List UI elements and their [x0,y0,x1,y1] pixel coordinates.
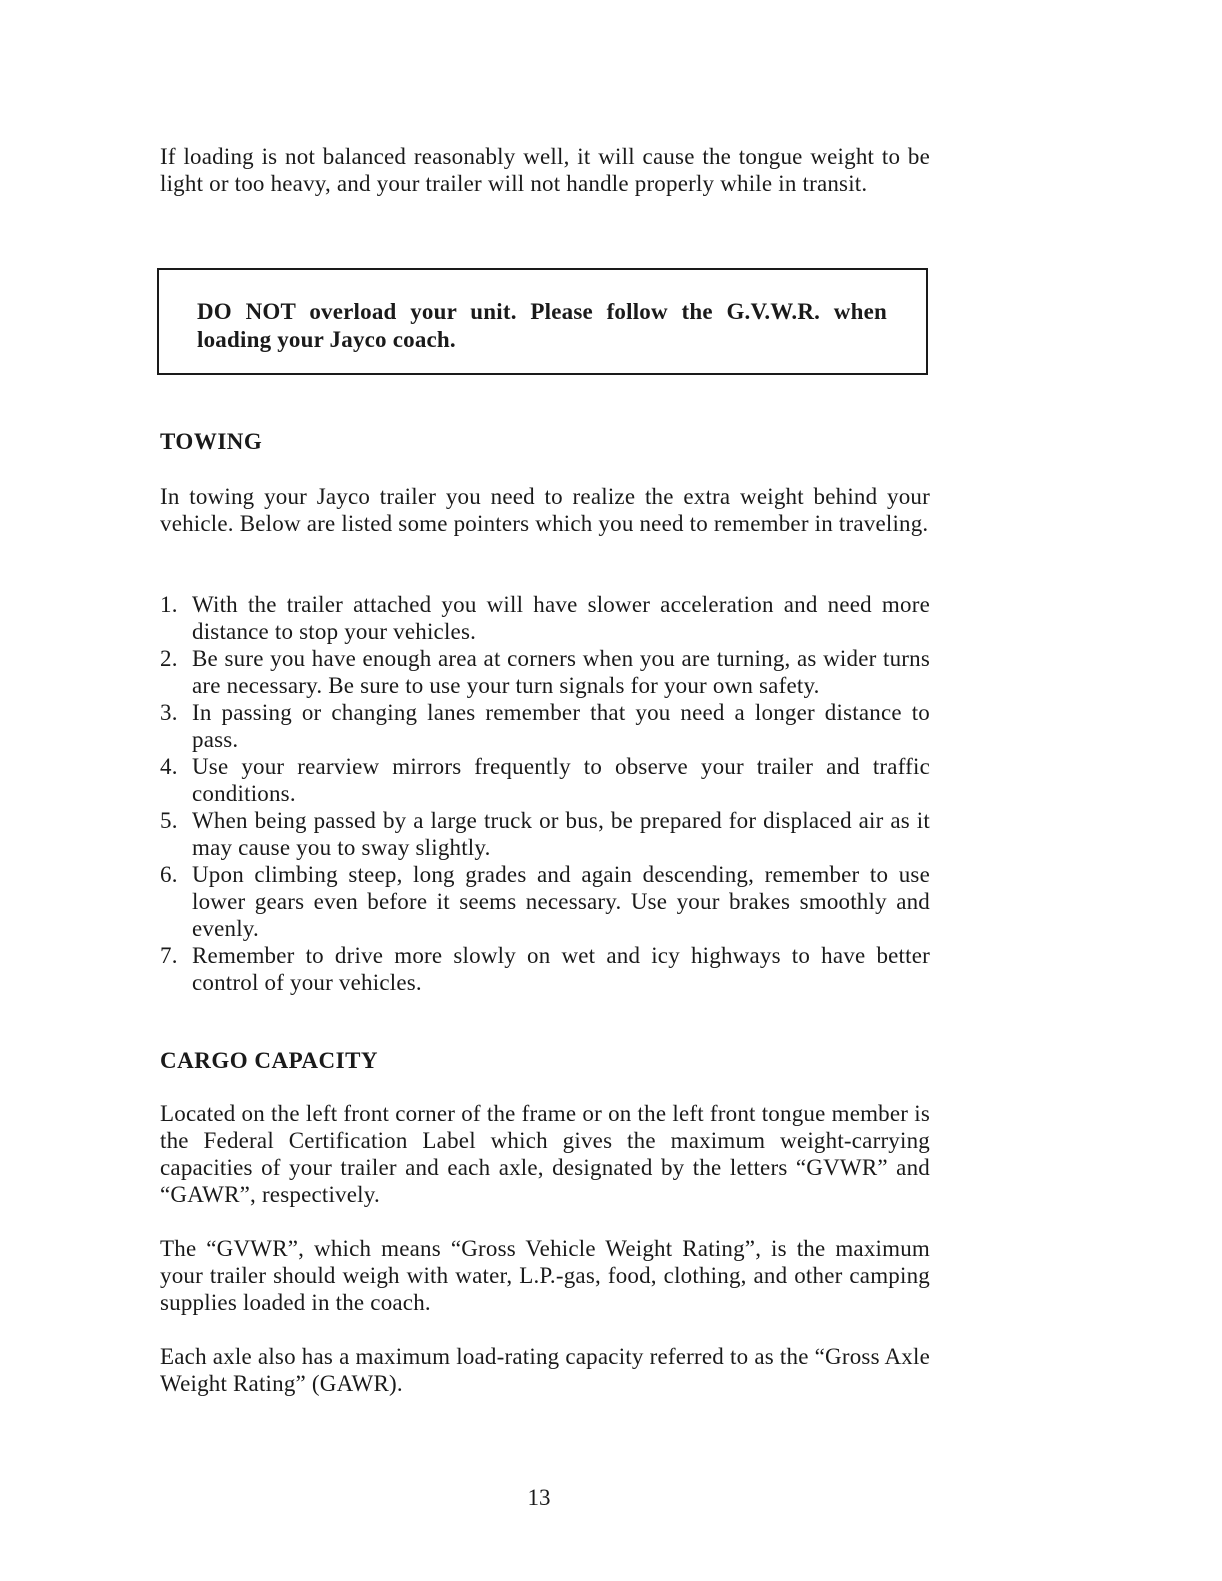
cargo-paragraph-1: Located on the left front corner of the frame or on the left front tongue member is the Federal Certification Label which gives the maximum weight-carrying capacities of your trailer and each axle, designated by the letters “GVWR” and “GAWR”, respectively. [160,1101,930,1207]
cargo-paragraph-2: The “GVWR”, which means “Gross Vehicle Weight Rating”, is the maximum your trailer should weigh with water, L.P.-gas, food, clothing, and other camping supplies loaded in the coach. [160,1236,930,1315]
list-item-text: With the trailer attached you will have slower acceleration and need more distance to stop your vehicles. [192,592,930,644]
towing-intro-block [160,483,930,537]
list-item-number: 3. [160,700,178,725]
towing-heading: TOWING [160,429,263,454]
list-item-number: 4. [160,754,178,779]
list-item [160,699,930,753]
list-item-number: 6. [160,862,178,887]
cargo-heading: CARGO CAPACITY [160,1048,379,1073]
cargo-paragraph-3-block [160,1343,930,1397]
list-item-text: Remember to drive more slowly on wet and icy highways to have better control of your vehicles. [192,943,930,995]
list-item [160,807,930,861]
intro-paragraph: If loading is not balanced reasonably well, it will cause the tongue weight to be light or too heavy, and your trailer will not handle properly while in transit. [160,144,930,196]
cargo-paragraph-2-block [160,1235,930,1316]
cargo-section [160,1047,930,1074]
list-item-text: In passing or changing lanes remember that you need a longer distance to pass. [192,700,930,752]
list-item-text: Upon climbing steep, long grades and again descending, remember to use lower gears even before it seems necessary. Use your brakes smoothly and evenly. [192,862,930,941]
towing-section [160,428,930,455]
list-item [160,861,930,942]
list-item [160,645,930,699]
overload-notice-text: DO NOT overload your unit. Please follow the G.V.W.R. when loading your Jayco coach. [197,299,887,352]
cargo-paragraph-3: Each axle also has a maximum load-rating capacity referred to as the “Gross Axle Weight Rating” (GAWR). [160,1344,930,1396]
cargo-paragraph-1-block [160,1100,930,1208]
towing-list-block [160,591,930,996]
list-item-text: Be sure you have enough area at corners when you are turning, as wider turns are necessary. Be sure to use your turn signals for your own safety. [192,646,930,698]
list-item-number: 5. [160,808,178,833]
page-number: 13 [527,1485,551,1510]
overload-notice-box [157,268,928,375]
list-item-number: 2. [160,646,178,671]
list-item [160,942,930,996]
list-item [160,753,930,807]
list-item-text: Use your rearview mirrors frequently to observe your trailer and traffic conditions. [192,754,930,806]
list-item-number: 1. [160,592,178,617]
towing-pointers-list [160,591,930,996]
list-item [160,591,930,645]
list-item-text: When being passed by a large truck or bus, be prepared for displaced air as it may cause you to sway slightly. [192,808,930,860]
list-item-number: 7. [160,943,178,968]
intro-paragraph-block [160,143,930,197]
towing-intro: In towing your Jayco trailer you need to realize the extra weight behind your vehicle. Below are listed some pointers which you need to remember in traveling. [160,484,930,536]
